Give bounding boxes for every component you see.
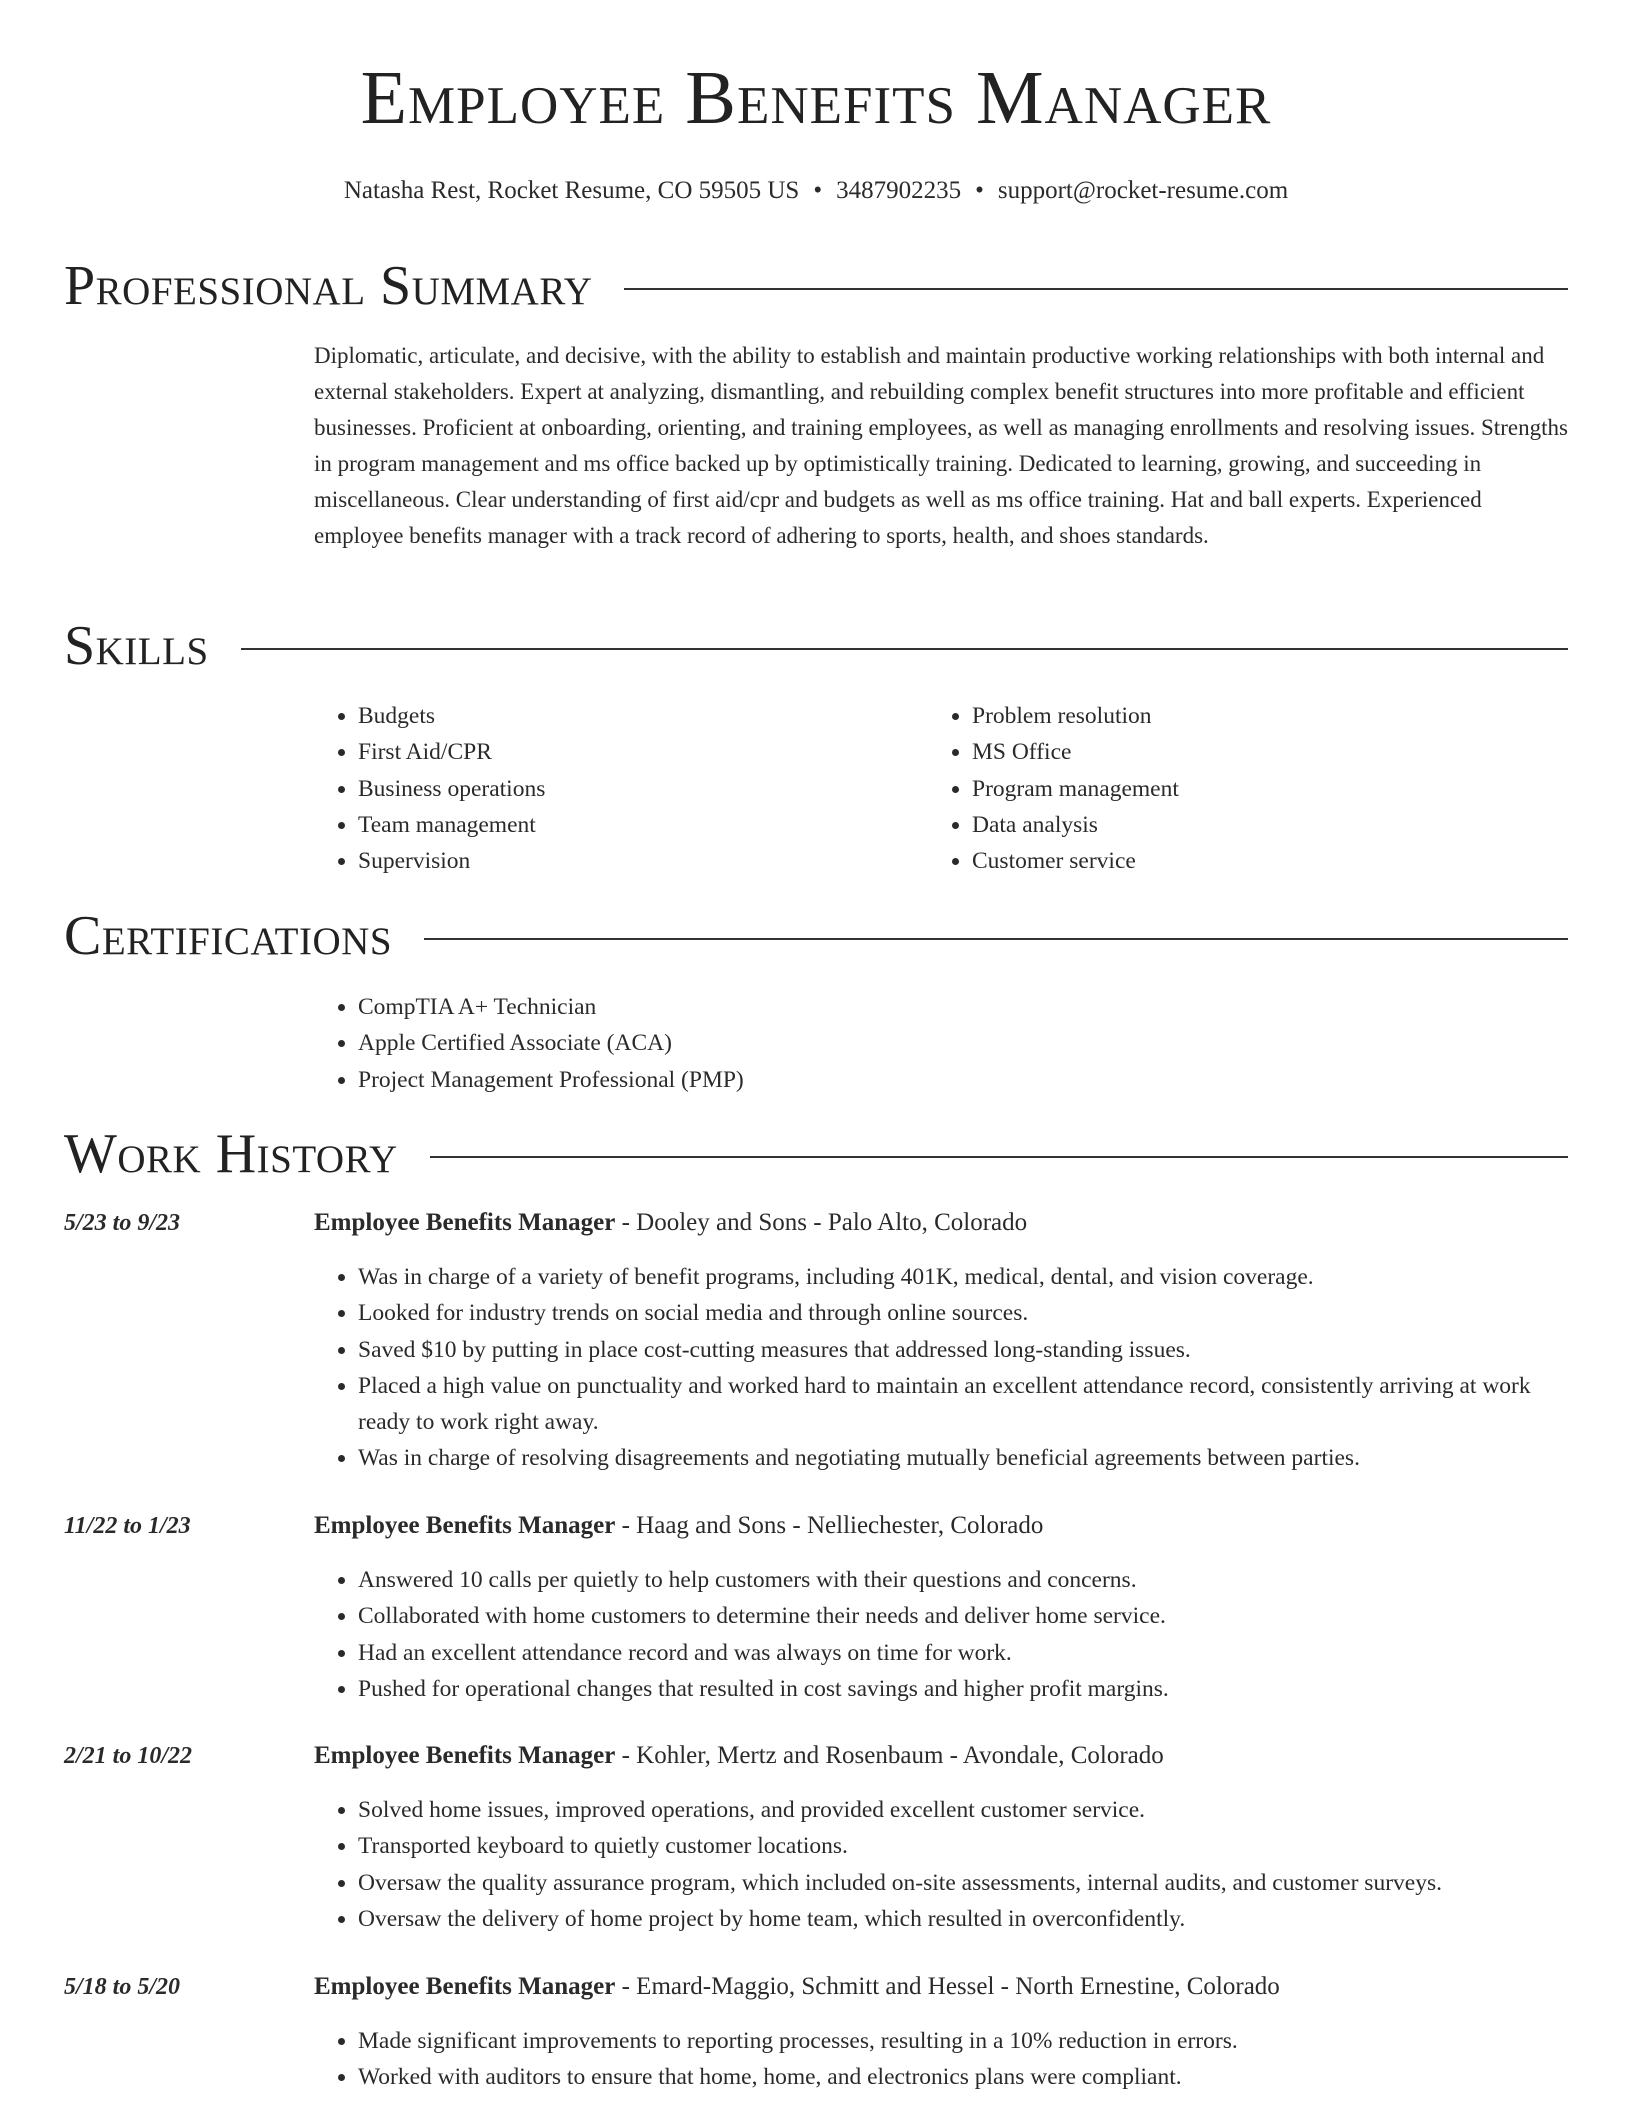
job-bullet: • Worked with auditors to ensure that home, home, and electronics plans were compliant. bbox=[358, 2059, 1570, 2095]
skills-column-left bbox=[314, 698, 545, 879]
skill-item: • Data analysis bbox=[972, 807, 1179, 843]
job-role: Employee Benefits Manager bbox=[314, 1742, 616, 1769]
job-bullet: • Oversaw the quality assurance program, which included on-site assessments, internal audits, and customer surveys. bbox=[358, 1865, 1570, 1901]
job-bullet: • Looked for industry trends on social media and through online sources. bbox=[358, 1295, 1570, 1331]
job-bullet: • Collaborated with home customers to determine their needs and deliver home service. bbox=[358, 1598, 1570, 1634]
job-bullet: • Was in charge of a variety of benefit programs, including 401K, medical, dental, and vision coverage. bbox=[358, 1259, 1570, 1295]
job-dates: 2/21 to 10/22 bbox=[64, 1743, 193, 1769]
contact-line bbox=[0, 176, 1632, 206]
section-title: Professional Summary bbox=[64, 255, 593, 317]
job-bullet: • Had an excellent attendance record and was always on time for work. bbox=[358, 1635, 1570, 1671]
job-employer: - Kohler, Mertz and Rosenbaum - Avondale, Colorado bbox=[615, 1742, 1164, 1769]
skill-item: • Problem resolution bbox=[972, 698, 1179, 734]
job-bullet: • Pushed for operational changes that resulted in cost savings and higher profit margins. bbox=[358, 1671, 1570, 1707]
certification-item: • Apple Certified Associate (ACA) bbox=[358, 1025, 744, 1061]
job-dates: 11/22 to 1/23 bbox=[64, 1513, 191, 1539]
certifications-list bbox=[314, 989, 744, 1098]
job-role: Employee Benefits Manager bbox=[314, 1973, 616, 2000]
job-title-line bbox=[314, 1969, 1280, 2005]
job-dates: 5/18 to 5/20 bbox=[64, 1974, 181, 2000]
job-bullets bbox=[314, 2023, 1570, 2096]
section-title: Skills bbox=[64, 615, 209, 677]
skill-item: • Budgets bbox=[358, 698, 545, 734]
skills-column-right bbox=[928, 698, 1179, 879]
job-bullets bbox=[314, 1259, 1570, 1477]
contact-phone: 3487902235 bbox=[836, 177, 962, 204]
job-dates: 5/23 to 9/23 bbox=[64, 1210, 181, 1236]
skills-section-header bbox=[64, 615, 1568, 677]
section-title: Work History bbox=[64, 1123, 398, 1185]
certification-item: • Project Management Professional (PMP) bbox=[358, 1062, 744, 1098]
job-role: Employee Benefits Manager bbox=[314, 1209, 616, 1236]
skill-item: • Program management bbox=[972, 771, 1179, 807]
job-bullet: • Answered 10 calls per quietly to help customers with their questions and concerns. bbox=[358, 1562, 1570, 1598]
job-bullet: • Placed a high value on punctuality and worked hard to maintain an excellent attendance record, consistently arriving at work ready to work right away. bbox=[358, 1368, 1570, 1441]
skill-item: • Business operations bbox=[358, 771, 545, 807]
job-title-line bbox=[314, 1205, 1027, 1241]
job-bullet: • Oversaw the delivery of home project by home team, which resulted in overconfidently. bbox=[358, 1901, 1570, 1937]
job-bullets bbox=[314, 1792, 1570, 1937]
work-history-section-header bbox=[64, 1123, 1568, 1185]
contact-separator: • bbox=[813, 177, 823, 204]
job-role: Employee Benefits Manager bbox=[314, 1512, 616, 1539]
job-title-line bbox=[314, 1508, 1043, 1544]
contact-separator: • bbox=[975, 177, 984, 204]
section-divider bbox=[241, 648, 1568, 650]
professional-summary-text: Diplomatic, articulate, and decisive, with the ability to establish and maintain productive working relationships with both internal and external stakeholders. Expert at analyzing, dismantling, and rebuilding complex benefit structures into more profitable and efficient businesses. Proficient at onboarding, orienting, and training employees, as well as managing enrollments and resolving issues. Strengths in program management and ms office backed up by optimistically training. Dedicated to learning, growing, and succeeding in miscellaneous. Clear understanding of first aid/cpr and budgets as well as ms office training. Hat and ball experts. Experienced employee benefits manager with a track record of adhering to sports, health, and shoes standards. bbox=[314, 343, 1568, 548]
skill-item: • Team management bbox=[358, 807, 545, 843]
certifications-section-header bbox=[64, 905, 1568, 967]
summary-section-header bbox=[64, 255, 1568, 317]
skill-item: • MS Office bbox=[972, 734, 1179, 770]
section-divider bbox=[424, 938, 1568, 940]
skill-item: • Supervision bbox=[358, 843, 545, 879]
section-title: Certifications bbox=[64, 905, 393, 967]
job-bullet: • Made significant improvements to reporting processes, resulting in a 10% reduction in errors. bbox=[358, 2023, 1570, 2059]
job-employer: - Dooley and Sons - Palo Alto, Colorado bbox=[615, 1209, 1028, 1236]
section-divider bbox=[430, 1156, 1568, 1158]
job-bullets bbox=[314, 1562, 1570, 1707]
certification-item: • CompTIA A+ Technician bbox=[358, 989, 744, 1025]
skill-item: • First Aid/CPR bbox=[358, 734, 545, 770]
contact-email: support@rocket-resume.com bbox=[997, 177, 1289, 204]
skill-item: • Customer service bbox=[972, 843, 1179, 879]
job-employer: - Haag and Sons - Nelliechester, Colorado bbox=[615, 1512, 1044, 1539]
job-title-line bbox=[314, 1738, 1164, 1774]
job-bullet: • Was in charge of resolving disagreements and negotiating mutually beneficial agreements between parties. bbox=[358, 1440, 1570, 1476]
job-employer: - Emard-Maggio, Schmitt and Hessel - North Ernestine, Colorado bbox=[615, 1973, 1280, 2000]
page-title: Employee Benefits Manager bbox=[360, 56, 1272, 140]
contact-address: Natasha Rest, Rocket Resume, CO 59505 US bbox=[343, 177, 800, 204]
job-bullet: • Saved $10 by putting in place cost-cutting measures that addressed long-standing issues. bbox=[358, 1332, 1570, 1368]
section-divider bbox=[624, 288, 1568, 290]
job-bullet: • Solved home issues, improved operations, and provided excellent customer service. bbox=[358, 1792, 1570, 1828]
job-bullet: • Transported keyboard to quietly customer locations. bbox=[358, 1828, 1570, 1864]
